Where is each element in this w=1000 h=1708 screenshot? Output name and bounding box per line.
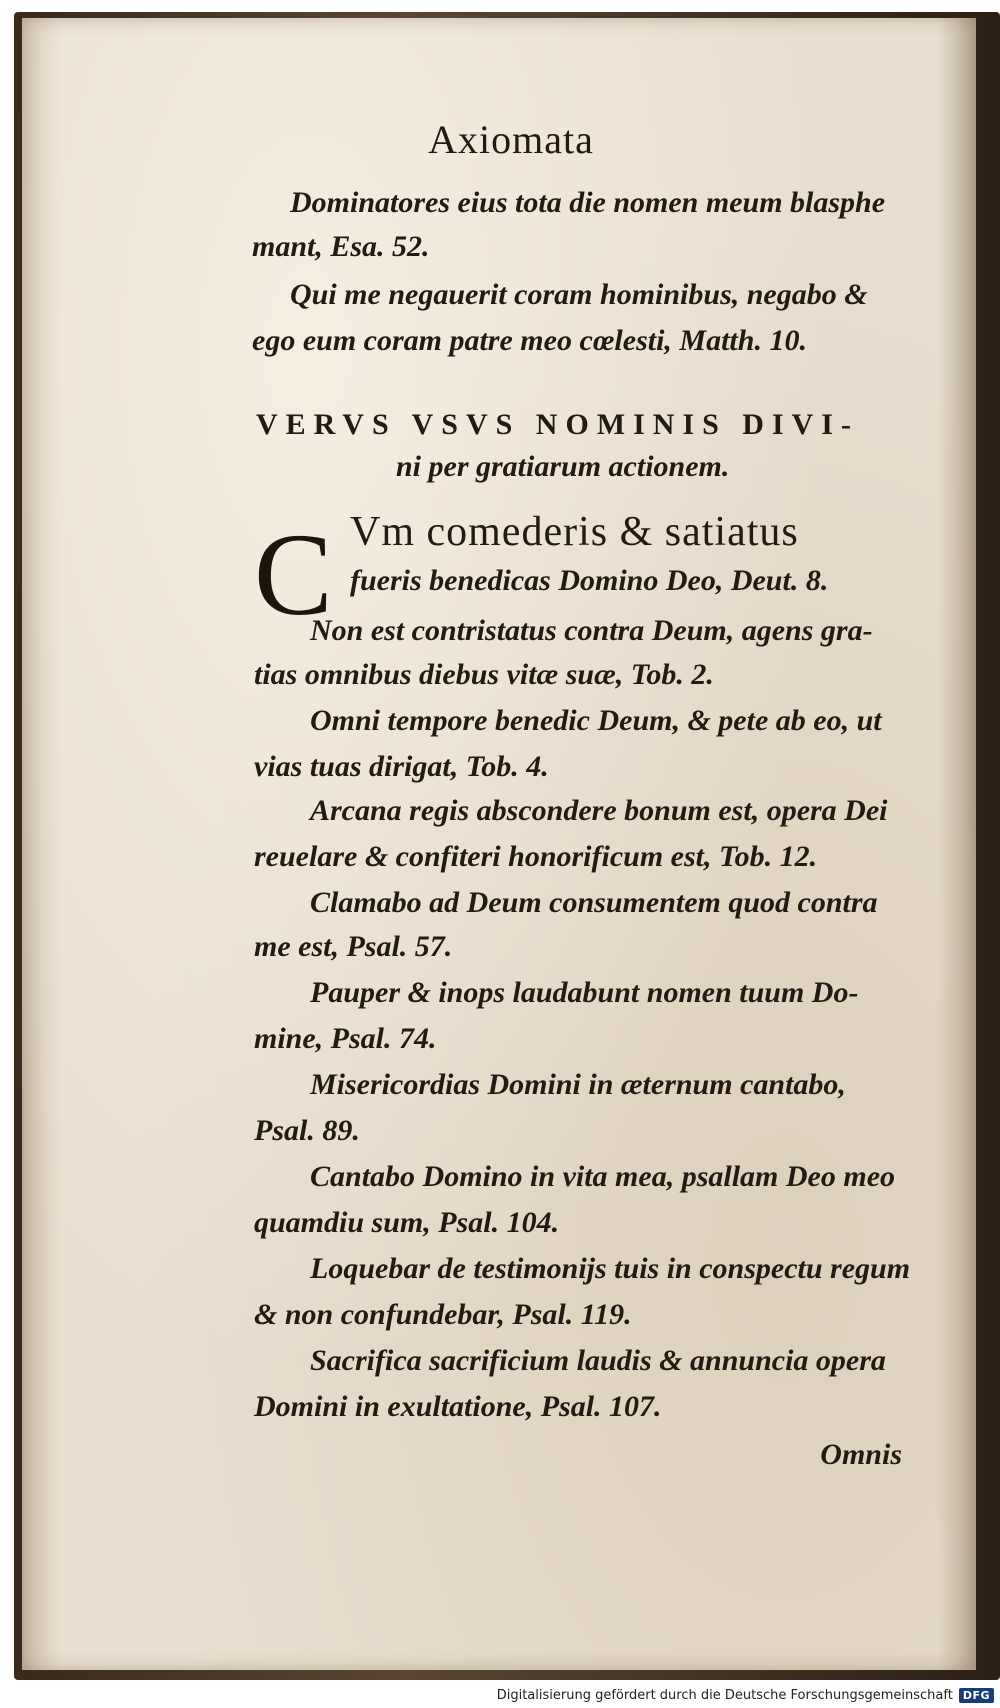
text-line: Dominatores eius tota die nomen meum blasphe [290, 186, 886, 219]
text-line: mant, Esa. 52. [252, 230, 430, 263]
text-line: Non est contristatus contra Deum, agens gra- [310, 614, 873, 647]
text-line: Cantabo Domino in vita mea, psallam Deo meo [310, 1160, 896, 1193]
text-line: ego eum coram patre meo cœlesti, Matth. 10. [252, 324, 807, 357]
text-line: Domini in exultatione, Psal. 107. [254, 1390, 662, 1423]
text-line: me est, Psal. 57. [254, 930, 453, 963]
text-line: Pauper & inops laudabunt nomen tuum Do- [310, 976, 859, 1009]
page-text-block [46, 38, 976, 1668]
digitization-credit [497, 1682, 1000, 1708]
text-line: Vm comederis & satiatus [350, 509, 799, 555]
catchword: Omnis [820, 1438, 902, 1471]
text-line: Sacrifica sacrificium laudis & annuncia opera [310, 1344, 886, 1377]
text-line: Psal. 89. [254, 1114, 360, 1147]
dfg-logo: DFG [959, 1688, 994, 1703]
text-line: Clamabo ad Deum consumentem quod contra [310, 886, 878, 919]
text-line: reuelare & confiteri honorificum est, Tob. 12. [254, 840, 818, 873]
text-line: fueris benedicas Domino Deo, Deut. 8. [350, 564, 829, 597]
drop-cap: C [254, 509, 333, 640]
section-heading: VERVS VSVS NOMINIS DIVI- [256, 408, 859, 441]
text-line: Omni tempore benedic Deum, & pete ab eo, ut [310, 704, 882, 737]
text-line: Arcana regis abscondere bonum est, opera Dei [310, 794, 888, 827]
text-line: & non confundebar, Psal. 119. [254, 1298, 632, 1331]
running-head: Axiomata [428, 117, 594, 162]
section-subheading: ni per gratiarum actionem. [396, 450, 730, 483]
text-line: Loquebar de testimonijs tuis in conspectu regum [310, 1252, 911, 1285]
text-line: quamdiu sum, Psal. 104. [254, 1206, 560, 1239]
book-page [22, 18, 976, 1670]
credit-text: Digitalisierung gefördert durch die Deutsche Forschungsgemeinschaft [496, 1687, 953, 1703]
text-line: Qui me negauerit coram hominibus, negabo & [290, 278, 868, 311]
text-line: Misericordias Domini in æternum cantabo, [310, 1068, 846, 1101]
text-line: mine, Psal. 74. [254, 1022, 437, 1055]
text-line: vias tuas dirigat, Tob. 4. [254, 750, 549, 783]
text-line: tias omnibus diebus vitæ suæ, Tob. 2. [254, 658, 714, 691]
